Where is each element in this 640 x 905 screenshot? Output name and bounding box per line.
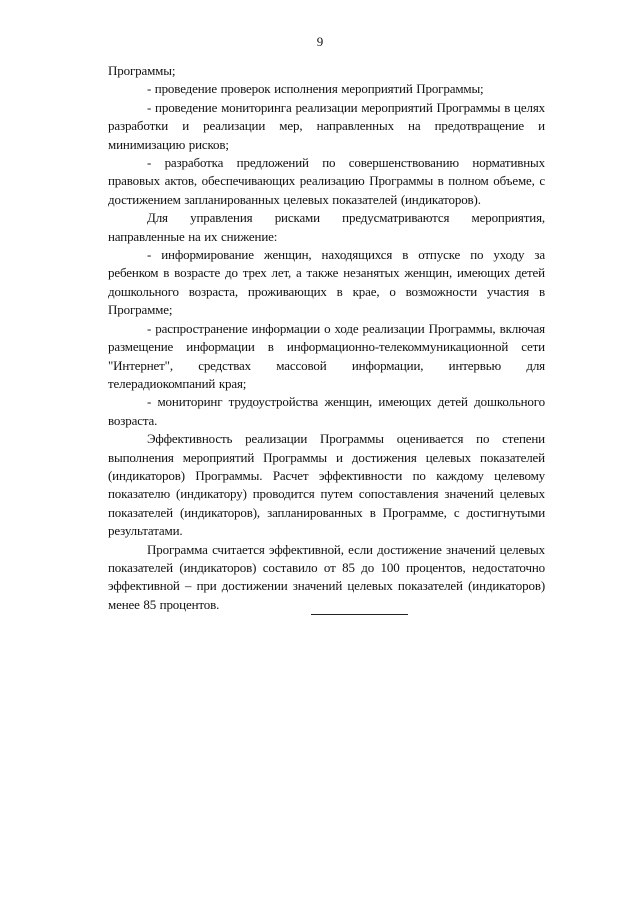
paragraph-list-item-employment-monitoring: - мониторинг трудоустройства женщин, имеющих детей дошкольного возраста. [108, 394, 545, 428]
paragraph-risk-management: Для управления рисками предусматриваются мероприятия, направленные на их снижение: [108, 210, 545, 244]
document-body [108, 62, 545, 614]
paragraph-efficiency-evaluation: Эффективность реализации Программы оценивается по степени выполнения мероприятий Программы и достижения целевых показателей (индикаторов) Программы. Расчет эффективности по каждому целевому показателю (индикатору) проводится путем сопоставления значений целевых показателей (индикаторов), запланированных в Программе, с достигнутыми результатами. [108, 431, 545, 539]
paragraph-list-item-inspections: - проведение проверок исполнения мероприятий Программы; [147, 81, 484, 97]
paragraph-continuation: Программы; [108, 63, 176, 78]
paragraph-list-item-legal-acts: - разработка предложений по совершенствованию нормативных правовых актов, обеспечивающих реализацию Программы в полном объеме, с достижением запланированных целевых показателей (индикаторов). [108, 155, 545, 207]
page-number: 9 [316, 34, 324, 49]
end-of-document-rule [311, 614, 408, 615]
paragraph-list-item-informing-women: - информирование женщин, находящихся в отпуске по уходу за ребенком в возрасте до трех лет, а также незанятых женщин, имеющих детей дошкольного возраста, проживающих в крае, о возможности участия в Программе; [108, 247, 545, 318]
paragraph-list-item-dissemination: - распространение информации о ходе реализации Программы, включая размещение информации в информационно-телекоммуникационной сети "Интернет", средствах массовой информации, интервью для телерадиокомпаний края; [108, 320, 545, 391]
paragraph-efficiency-criteria: Программа считается эффективной, если достижение значений целевых показателей (индикаторов) составило от 85 до 100 процентов, недостаточно эффективной – при достижении значений целевых показателей (индикаторов) менее 85 процентов. [108, 541, 545, 612]
paragraph-list-item-monitoring: - проведение мониторинга реализации мероприятий Программы в целях разработки и реализации мер, направленных на предотвращение и минимизацию рисков; [108, 99, 545, 152]
